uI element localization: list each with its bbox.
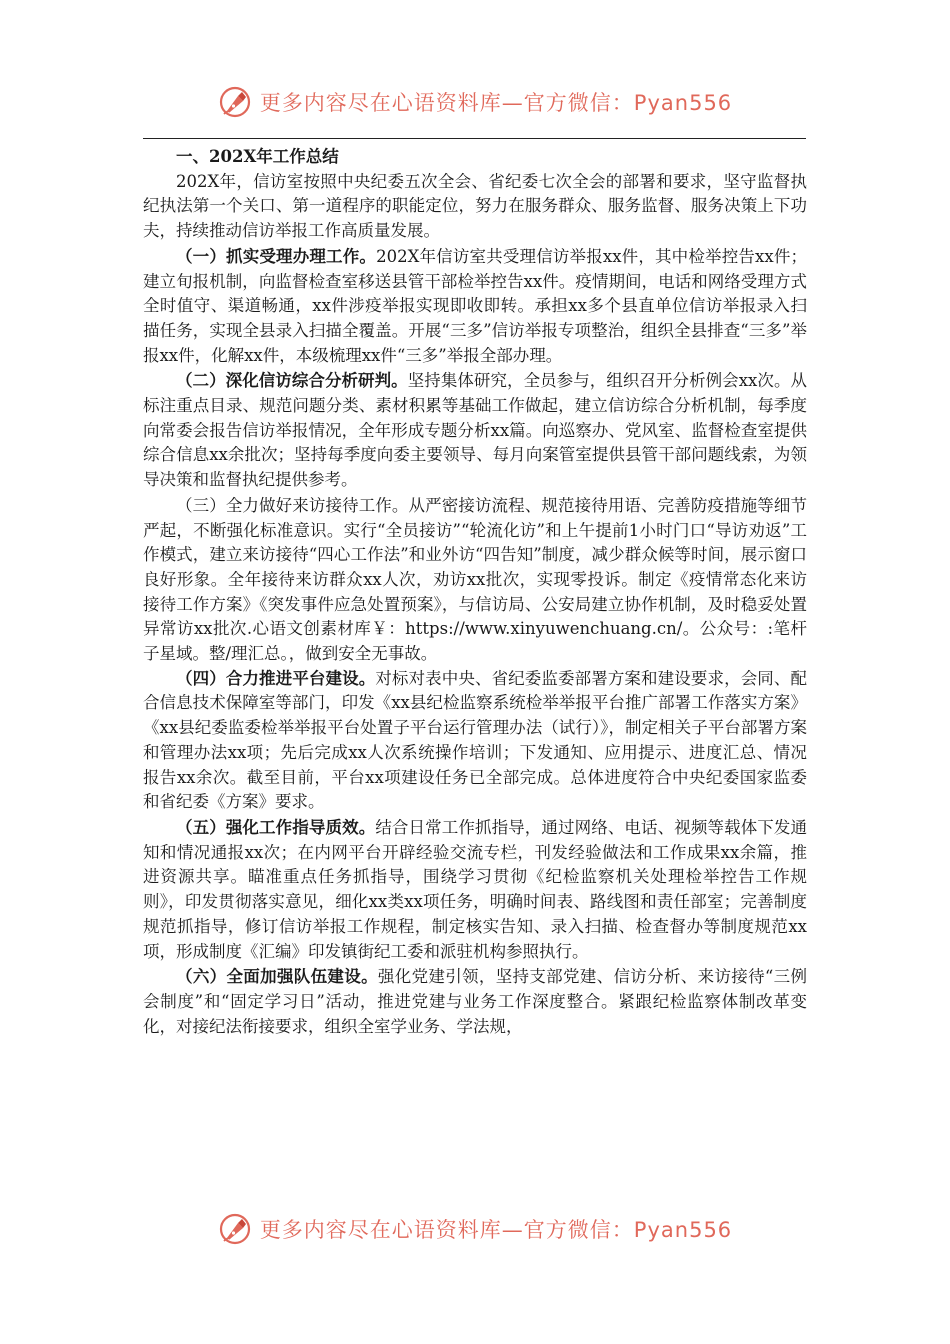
section-6-body: 强化党建引领，坚持支部党建、信访分析、来访接待“三例会制度”和“固定学习日”活动，推进党建与业务工作深度整合。紧跟纪检监察体制改革变化，对接纪法衔接要求，组织全室学业务、学法规，	[143, 967, 808, 1036]
paragraph-section-5	[143, 816, 807, 964]
section-5-lead: （五）强化工作指导质效。	[176, 817, 376, 837]
paragraph-section-1	[143, 245, 807, 369]
section-3-body: 从严密接访流程、规范接待用语、完善防疫措施等细节严起，不断强化标准意识。实行“全员接访”“轮流化访”和上午提前1小时门口“导访劝返”工作模式，建立来访接待“四心工作法”和业外访“四告知”制度，减少群众候等时间，展示窗口良好形象。全年接待来访群众xx人次，劝访xx批次，实现零投诉。制定《疫情常态化来访接待工作方案》《突发事件应急处置预案》，与信访局、公安局建立协作机制，及时稳妥处置异常访xx批次.心语文创素材库￥：https://www.xinyuwenchuang.cn/。公众号：:笔杆子星域。整/理汇总。，做到安全无事故。	[143, 495, 808, 664]
section-2-lead: （二）深化信访综合分析研判。	[176, 371, 408, 391]
document-body	[143, 145, 807, 1039]
paragraph-section-2	[143, 369, 807, 493]
pen-nib-logo-icon	[218, 1212, 252, 1246]
section-1-body: 202X年信访室共受理信访举报xx件，其中检举控告xx件；建立旬报机制，向监督检查室移送县管干部检举控告xx件。疫情期间，电话和网络受理方式全时值守、渠道畅通，xx件涉疫举报实现即收即转。承担xx多个县直单位信访举报录入扫描任务，实现全县录入扫描全覆盖。开展“三多”信访举报专项整治，组织全县排查“三多”举报xx件，化解xx件，本级梳理xx件“三多”举报全部办理。	[143, 246, 808, 365]
banner-text: 更多内容尽在心语资料库—官方微信：Pyan556	[259, 1218, 733, 1242]
section-3-lead: （三）全力做好来访接待工作。	[176, 495, 409, 515]
intro-paragraph: 202X年，信访室按照中央纪委五次全会、省纪委七次全会的部署和要求，坚守监督执纪执法第一个关口、第一道程序的职能定位，努力在服务群众、服务监督、服务决策上下功夫，持续推动信访举报工作高质量发展。	[143, 171, 807, 241]
section-heading: 一、202X年工作总结	[176, 147, 339, 166]
section-1-lead: （一）抓实受理办理工作。	[176, 246, 377, 266]
header-banner	[0, 80, 950, 124]
pen-nib-logo-icon	[218, 85, 252, 119]
section-2-body: 坚持集体研究，全员参与，组织召开分析例会xx次。从标注重点目录、规范问题分类、素材积累等基础工作做起，建立信访综合分析机制，每季度向常委会报告信访举报情况，全年形成专题分析xx篇。向巡察办、党风室、监督检查室提供综合信息xx余批次；坚持每季度向委主要领导、每月向案管室提供县管干部问题线索，为领导决策和监督执纪提供参考。	[143, 371, 807, 490]
paragraph-section-6	[143, 965, 807, 1039]
header-divider	[143, 138, 806, 139]
footer-banner	[0, 1207, 950, 1251]
paragraph-section-3	[143, 494, 807, 667]
section-4-lead: （四）合力推进平台建设。	[176, 668, 376, 688]
section-5-body: 结合日常工作抓指导，通过网络、电话、视频等载体下发通知和情况通报xx次；在内网平台开辟经验交流专栏，刊发经验做法和工作成果xx余篇，推进资源共享。瞄准重点任务抓指导，围绕学习贯彻《纪检监察机关处理检举控告工作规则》，印发贯彻落实意见，细化xx类xx项任务，明确时间表、路线图和责任部室；完善制度规范抓指导，修订信访举报工作规程，制定核实告知、录入扫描、检查督办等制度规范xx项，形成制度《汇编》印发镇街纪工委和派驻机构参照执行。	[143, 817, 808, 961]
section-6-lead: （六）全面加强队伍建设。	[176, 967, 378, 987]
paragraph-section-4	[143, 667, 807, 815]
banner-text: 更多内容尽在心语资料库—官方微信：Pyan556	[259, 91, 733, 115]
section-4-body: 对标对表中央、省纪委监委部署方案和建设要求，会同、配合信息技术保障室等部门，印发《xx县纪检监察系统检举举报平台推广部署工作落实方案》《xx县纪委监委检举举报平台处置子平台运行管理办法（试行）》，制定相关子平台部署方案和管理办法xx项；先后完成xx人次系统操作培训；下发通知、应用提示、进度汇总、情况报告xx余次。截至目前，平台xx项建设任务已全部完成。总体进度符合中央纪委国家监委和省纪委《方案》要求。	[143, 668, 808, 812]
